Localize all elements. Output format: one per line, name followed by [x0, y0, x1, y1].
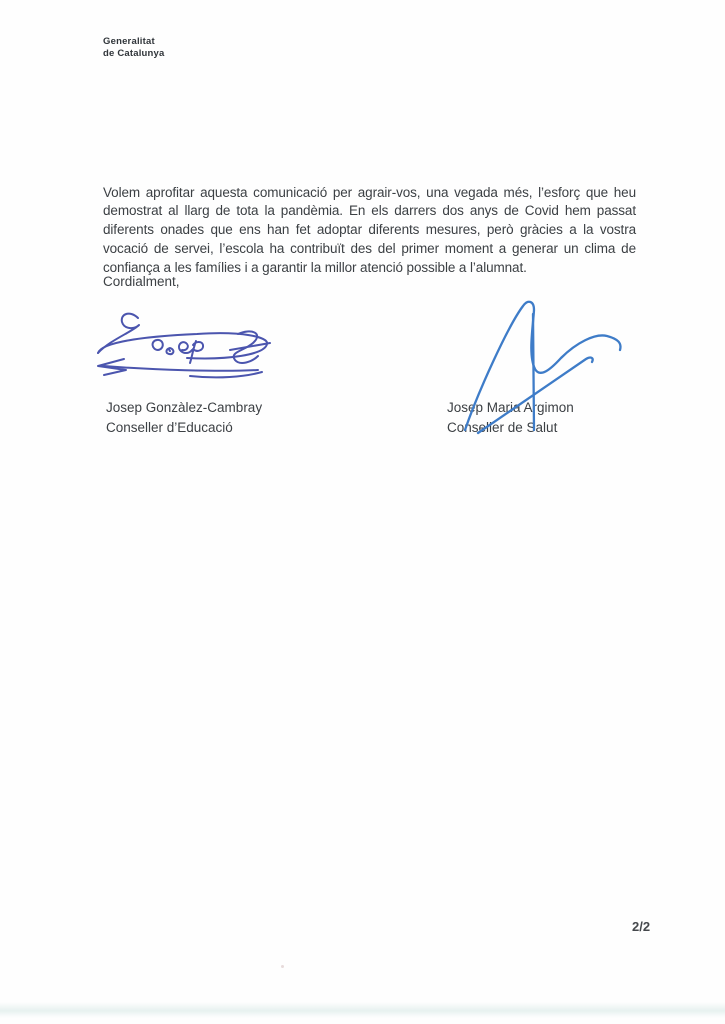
scan-edge-band: [0, 1002, 725, 1018]
scan-speck: [281, 965, 284, 968]
signer-block-salut: [447, 398, 574, 437]
signer-title: Conseller de Salut: [447, 419, 558, 435]
generalitat-logo: [103, 36, 165, 59]
signer-title: Conseller d’Educació: [106, 419, 233, 435]
logo-line-1: Generalitat: [103, 36, 155, 47]
signer-name: Josep Gonzàlez-Cambray: [106, 400, 263, 415]
signer-name: Josep Maria Argimon: [447, 400, 574, 415]
letter-closing: Cordialment,: [103, 274, 180, 289]
logo-line-2: de Catalunya: [103, 47, 165, 59]
signer-block-educacio: [106, 398, 262, 437]
page-number: 2/2: [632, 919, 651, 934]
signature-josep-gonzalez-cambray-icon: [92, 308, 277, 380]
letter-body-paragraph: Volem aprofitar aquesta comunicació per agrair-vos, una vegada més, l’esforç que heu demostrat al llarg de tota la pandèmia. En els darrers dos anys de Covid hem passat diferents onades que ens han fet adoptar diferents mesures, però gràcies a la vostra vocació de servei, l’escola ha contribuït des del primer moment a generar un clima de confiança a les famílies i a garantir la millor atenció possible a l’alumnat.: [103, 184, 636, 275]
